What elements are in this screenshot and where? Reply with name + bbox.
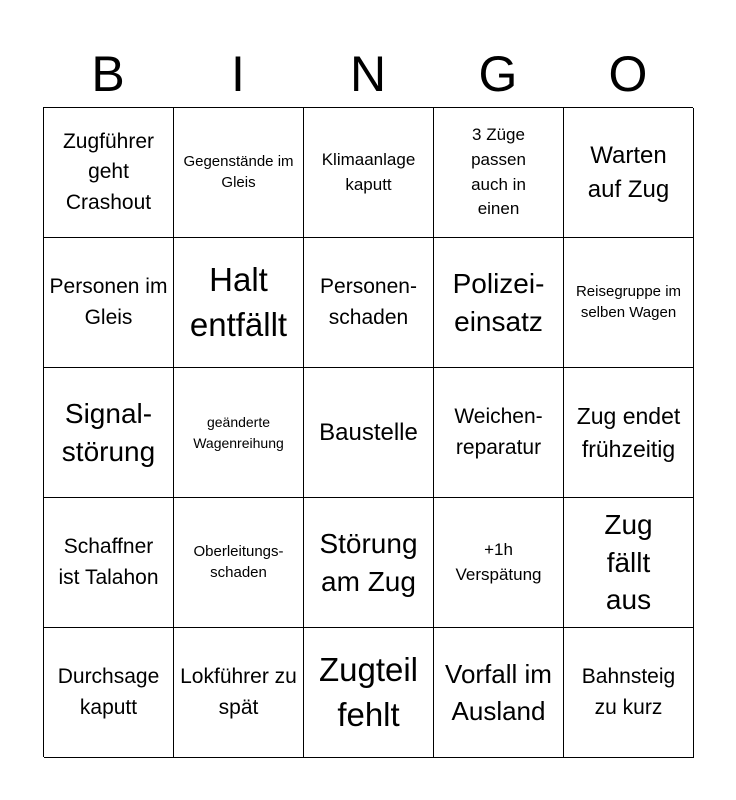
cell-text: +1h Verspätung <box>455 539 542 584</box>
bingo-cell-r1c3[interactable] <box>304 108 434 238</box>
bingo-header <box>43 40 693 108</box>
cell-text: Halt entfällt <box>189 260 288 343</box>
bingo-cell-r4c1[interactable] <box>44 498 174 628</box>
bingo-cell-r3c2[interactable] <box>174 368 304 498</box>
cell-text: Bahnsteig zu kurz <box>581 665 676 719</box>
cell-text: Lokführer zu spät <box>180 665 297 719</box>
bingo-cell-r1c5[interactable] <box>564 108 694 238</box>
cell-text: Baustelle <box>319 418 418 446</box>
cell-text: Oberleitungs-schaden <box>193 543 284 581</box>
cell-text: Durchsage kaputt <box>57 665 160 719</box>
cell-text: Zugführer geht Crashout <box>62 129 155 214</box>
header-letter-n: N <box>349 46 387 102</box>
bingo-cell-r1c2[interactable] <box>174 108 304 238</box>
cell-text: Personen im Gleis <box>49 275 168 329</box>
bingo-cell-r3c1[interactable] <box>44 368 174 498</box>
cell-text: 3 Züge passen auch in einen <box>471 125 526 219</box>
bingo-cell-r5c1[interactable] <box>44 628 174 758</box>
bingo-cell-r2c3[interactable] <box>304 238 434 368</box>
cell-text: Zug endet frühzeitig <box>576 403 681 462</box>
bingo-cell-r1c4[interactable] <box>434 108 564 238</box>
cell-text: Schaffner ist Talahon <box>58 535 159 589</box>
bingo-board <box>43 107 693 757</box>
bingo-cell-r4c5[interactable] <box>564 498 694 628</box>
cell-text: Weichen-reparatur <box>454 405 543 459</box>
bingo-cell-r4c4[interactable] <box>434 498 564 628</box>
bingo-cell-r2c5[interactable] <box>564 238 694 368</box>
header-letter-b: B <box>91 46 125 102</box>
cell-text: Zug fällt aus <box>604 508 653 616</box>
bingo-cell-r5c5[interactable] <box>564 628 694 758</box>
cell-text: geänderte Wagenreihung <box>193 414 284 451</box>
bingo-cell-r3c5[interactable] <box>564 368 694 498</box>
cell-text: Personen-schaden <box>320 275 417 329</box>
bingo-cell-r3c3[interactable] <box>304 368 434 498</box>
cell-text: Klimaanlage kaputt <box>321 149 416 194</box>
bingo-cell-r2c1[interactable] <box>44 238 174 368</box>
bingo-cell-r4c3[interactable] <box>304 498 434 628</box>
header-letter-g: G <box>478 46 518 102</box>
bingo-cell-r2c2[interactable] <box>174 238 304 368</box>
cell-text: Zugteil fehlt <box>318 650 419 733</box>
bingo-cell-r1c1[interactable] <box>44 108 174 238</box>
cell-text: Signal-störung <box>61 397 156 467</box>
header-letter-o: O <box>608 46 648 102</box>
bingo-cell-r5c2[interactable] <box>174 628 304 758</box>
cell-text: Reisegruppe im selben Wagen <box>575 283 682 321</box>
bingo-cell-r2c4[interactable] <box>434 238 564 368</box>
bingo-cell-r3c4[interactable] <box>434 368 564 498</box>
cell-text: Polizei-einsatz <box>452 267 545 337</box>
bingo-cell-r5c3[interactable] <box>304 628 434 758</box>
cell-text: Vorfall im Ausland <box>445 659 552 726</box>
cell-text: Warten auf Zug <box>587 141 670 203</box>
bingo-cell-r5c4[interactable] <box>434 628 564 758</box>
cell-text: Gegenstände im Gleis <box>183 153 294 191</box>
header-letter-i: I <box>231 46 245 102</box>
bingo-cell-r4c2[interactable] <box>174 498 304 628</box>
cell-text: Störung am Zug <box>319 527 418 597</box>
